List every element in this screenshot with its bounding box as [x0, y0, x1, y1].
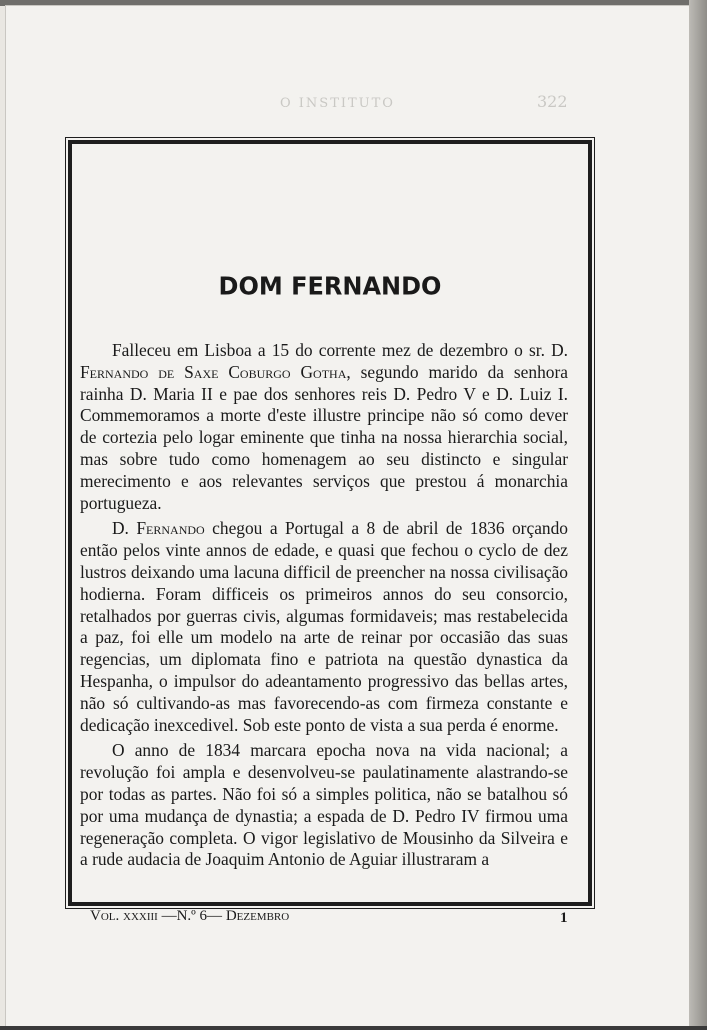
footer-month: Dezembro — [225, 908, 290, 924]
paragraph-3-text-a: O anno de 1834 marcara epocha nova na vida nacional; a revolução foi ampla e desenvolveu-se paulatinamente alastrando-se por todas as partes. Não foi só a simples politica, não se batalhou só por uma mudança de dynastia; a espada de D. Pedro IV firmou uma regeneração completa. O vigor legislativo de Mousinho da Silveira e a rude audacia de Joaquim Antonio de Aguiar illustraram a — [80, 740, 568, 870]
footer-sheet-number: 1 — [560, 910, 568, 926]
running-head-bleedthrough: O INSTITUTO — [280, 96, 395, 111]
paragraph-1-name: D. Fernando de Saxe Coburgo Gotha — [80, 340, 568, 382]
paragraph-1-text-b: , segundo marido da senhora rainha D. Maria II e pae dos senhores reis D. Pedro V e D. Luiz I. Commemoramos a morte d'este illustre principe não só como dever de cortezia pelo logar eminente que tinha na nossa hierarchia social, mas sobre tudo como homenagem ao seu distincto e singular merecimento e aos relevantes serviços que prestou á monarchia portugueza. — [80, 361, 568, 513]
paragraph-2 — [80, 518, 568, 736]
article-title: DOM FERNANDO — [218, 271, 442, 301]
paragraph-2-text-b: chegou a Portugal a 8 de abril de 1836 orçando então pelos vinte annos de edade, e quasi que fechou o cyclo de dez lustros deixando uma lacuna difficil de preencher na nossa civilisação hodierna. Foram difficeis os primeiros annos do seu consorcio, retalhados por guerras civis, algumas formidaveis; mas restabelecida a paz, foi elle um modelo na arte de reinar por occasião das suas regencias, um diplomata fino e patriota na questão dynastica da Hespanha, o impulsor do adeantamento progressivo das bellas artes, não só cultivando-as mas favorecendo-as com firmeza constante e dedicação inexcedivel. Sob este ponto de vista a sua perda é enorme. — [80, 518, 569, 735]
paragraph-2-name: D. Fernando — [112, 518, 205, 539]
paragraph-1-text-a: Falleceu em Lisboa a 15 do corrente mez de dezembro o sr. — [112, 340, 552, 360]
page-number-bleedthrough: 322 — [537, 92, 568, 111]
paragraph-1 — [80, 340, 568, 514]
paragraph-3 — [80, 740, 568, 871]
footer-vol-label: Vol. — [90, 908, 120, 924]
article-body — [80, 340, 568, 871]
page-edge-shadow — [689, 0, 707, 1030]
footer-issue: —N.º 6— — [161, 908, 223, 924]
footer-volume: xxxiii — [123, 908, 158, 924]
scan-bottom-edge — [0, 1026, 707, 1030]
footer-volume-line — [90, 908, 289, 925]
